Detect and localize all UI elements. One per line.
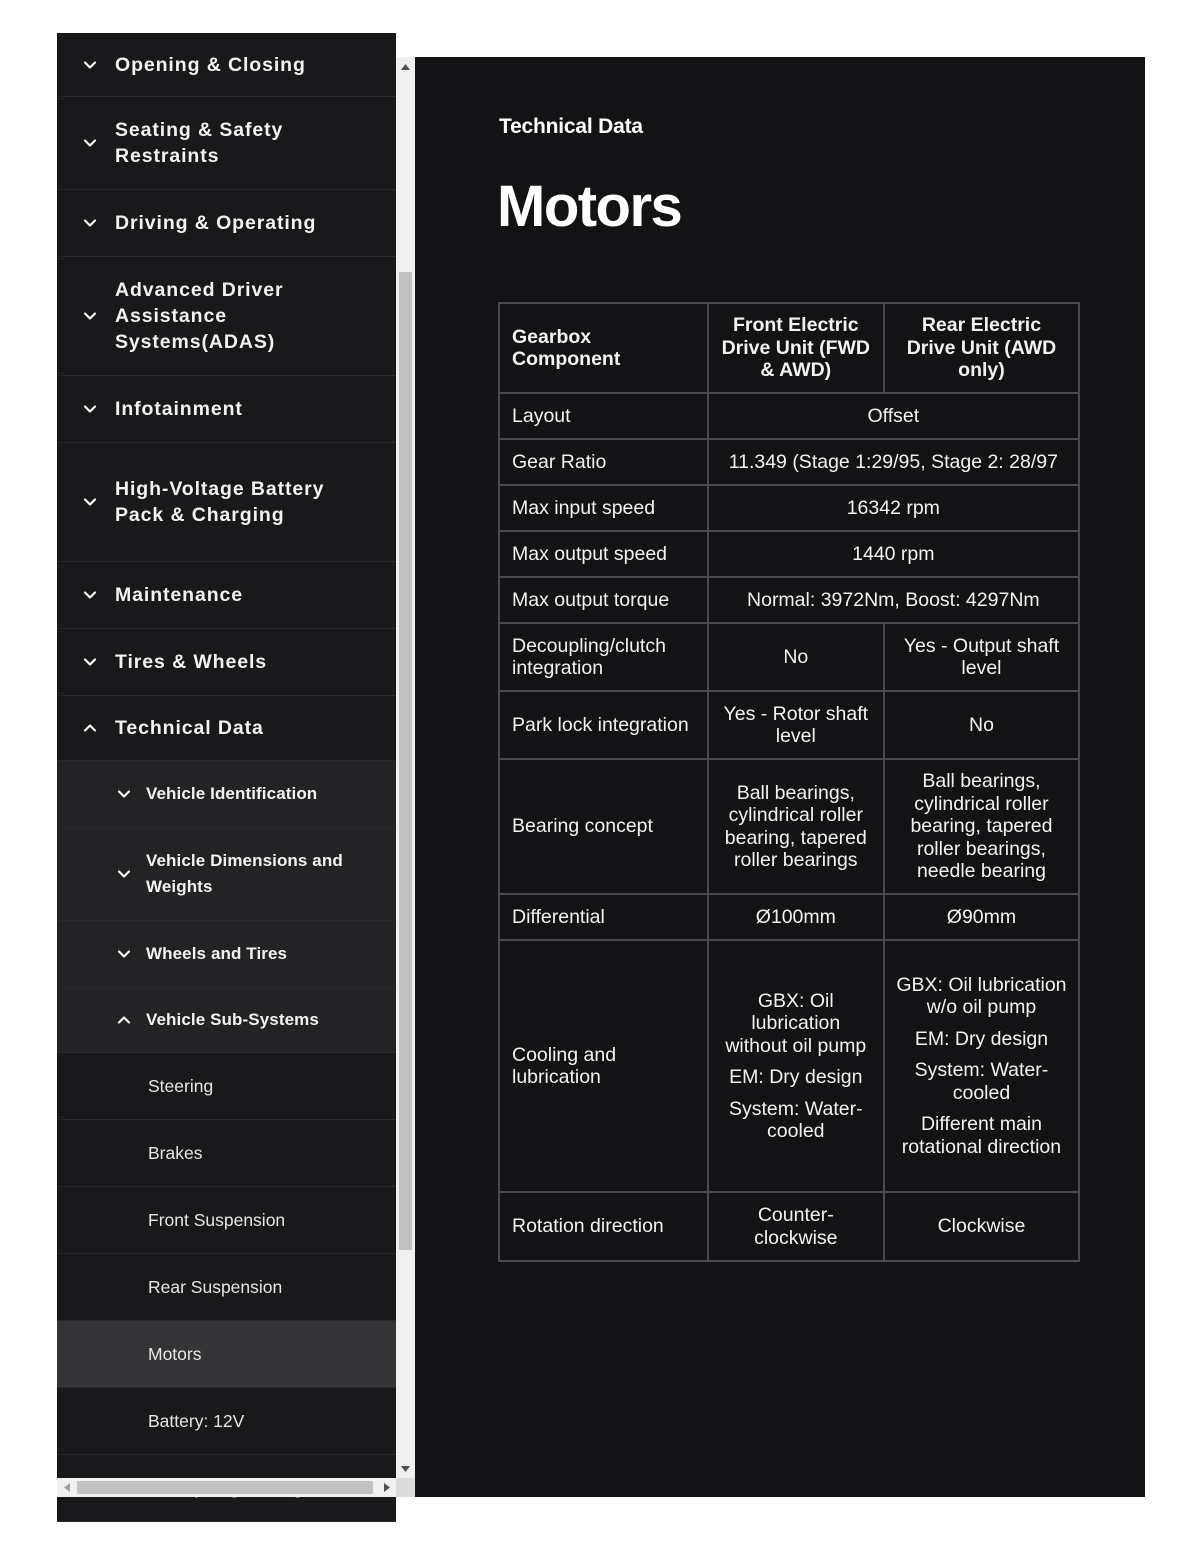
row-label: Rotation direction	[499, 1192, 708, 1261]
shared-value-cell: 11.349 (Stage 1:29/95, Stage 2: 28/97	[708, 439, 1079, 485]
rear-value-cell	[884, 759, 1079, 894]
horizontal-scroll-thumb[interactable]	[77, 1481, 373, 1494]
value-text: Ø90mm	[946, 905, 1017, 928]
sidebar-item-maintenance[interactable]	[57, 562, 396, 629]
row-label: Park lock integration	[499, 691, 708, 759]
row-label: Max output torque	[499, 577, 708, 623]
sidebar-item-steering[interactable]	[57, 1053, 396, 1120]
sidebar-item-label: Brakes	[148, 1143, 203, 1163]
chevron-up-icon	[117, 1013, 131, 1027]
column-header: Gearbox Component	[499, 303, 708, 393]
value-text: Ø100mm	[755, 905, 836, 928]
value-text: System: Water-cooled	[728, 1097, 863, 1142]
sidebar-vertical-scrollbar[interactable]	[396, 57, 415, 1478]
shared-value-cell: Normal: 3972Nm, Boost: 4297Nm	[708, 577, 1079, 623]
front-value-cell	[708, 940, 884, 1192]
scroll-left-arrow-icon[interactable]	[57, 1478, 76, 1497]
shared-value-cell: 16342 rpm	[708, 485, 1079, 531]
table-row	[499, 485, 1079, 531]
sidebar-item-rear-suspension[interactable]	[57, 1254, 396, 1321]
value-text: Ball bearings, cylindrical roller bearing, tapered roller bearings	[724, 781, 867, 871]
column-header: Rear Electric Drive Unit (AWD only)	[884, 303, 1079, 393]
table-row	[499, 393, 1079, 439]
sidebar-item-label: Driving & Operating	[115, 212, 317, 234]
chevron-down-icon	[83, 309, 97, 323]
sidebar-item-label: Tires & Wheels	[115, 651, 268, 673]
chevron-down-icon	[83, 216, 97, 230]
chevron-down-icon	[83, 58, 97, 72]
table-row	[499, 759, 1079, 894]
chevron-down-icon	[117, 787, 131, 801]
chevron-down-icon	[117, 947, 131, 961]
value-text: No	[783, 645, 809, 668]
sidebar-item-seating-safety-restraints[interactable]	[57, 97, 396, 190]
chevron-down-icon	[83, 495, 97, 509]
sidebar-item-label: Steering	[148, 1076, 214, 1096]
row-label: Cooling and lubrication	[499, 940, 708, 1192]
value-text: Counter-clockwise	[754, 1204, 838, 1249]
chevron-up-icon	[83, 721, 97, 735]
sidebar-item-label: Seating & Safety Restraints	[115, 119, 284, 167]
sidebar-item-vehicle-identification[interactable]	[57, 761, 396, 828]
table-header-row	[499, 303, 1079, 393]
front-value-cell	[708, 623, 884, 691]
value-text: System: Water-cooled	[914, 1059, 1049, 1104]
sidebar-item-label: Technical Data	[115, 717, 264, 739]
sidebar-item-label: Infotainment	[115, 398, 243, 420]
row-label: Decoupling/clutch integration	[499, 623, 708, 691]
sidebar-item-front-suspension[interactable]	[57, 1187, 396, 1254]
value-text: EM: Dry design	[914, 1027, 1049, 1050]
sidebar-item-label: Advanced Driver Assistance Systems(ADAS)	[115, 279, 284, 353]
sidebar-item-wheels-and-tires[interactable]	[57, 921, 396, 988]
row-label: Differential	[499, 894, 708, 940]
sidebar-item-label: Vehicle Sub-Systems	[146, 1010, 319, 1029]
sidebar-item-label: Wheels and Tires	[146, 944, 288, 963]
section-title: Technical Data	[499, 115, 643, 138]
sidebar-item-driving-operating[interactable]	[57, 190, 396, 257]
value-text: GBX: Oil lubrication w/o oil pump	[896, 973, 1067, 1019]
chevron-down-icon	[83, 655, 97, 669]
sidebar-item-label: High-Voltage Battery Pack & Charging	[115, 478, 325, 526]
table-row	[499, 894, 1079, 940]
sidebar-item-label: Vehicle Identification	[146, 784, 318, 803]
sidebar-item-technical-data[interactable]	[57, 696, 396, 761]
sidebar-item-label: Motors	[148, 1344, 202, 1364]
value-text: Clockwise	[937, 1215, 1026, 1238]
row-label: Bearing concept	[499, 759, 708, 894]
table-row	[499, 439, 1079, 485]
sidebar-item-label: Rear Suspension	[148, 1277, 283, 1297]
rear-value-cell	[884, 894, 1079, 940]
rear-value-cell	[884, 940, 1079, 1192]
row-label: Max output speed	[499, 531, 708, 577]
value-text: GBX: Oil lubrication without oil pump	[725, 989, 867, 1057]
scroll-up-arrow-icon[interactable]	[396, 57, 415, 76]
table-row	[499, 577, 1079, 623]
main-content	[415, 57, 1145, 1497]
chevron-down-icon	[117, 867, 131, 881]
scrollbar-corner	[396, 1478, 415, 1497]
chevron-down-icon	[83, 588, 97, 602]
value-text: Yes - Output shaft level	[903, 634, 1060, 679]
chevron-down-icon	[83, 136, 97, 150]
sidebar-item-tires-wheels[interactable]	[57, 629, 396, 696]
sidebar-item-label: Front Suspension	[148, 1210, 286, 1230]
scroll-right-arrow-icon[interactable]	[377, 1478, 396, 1497]
sidebar-list	[57, 33, 396, 1522]
rear-value-cell	[884, 691, 1079, 759]
front-value-cell	[708, 894, 884, 940]
sidebar-item-motors[interactable]	[57, 1321, 396, 1388]
sidebar-item-vehicle-dimensions-and-weights[interactable]	[57, 828, 396, 921]
column-header: Front Electric Drive Unit (FWD & AWD)	[708, 303, 884, 393]
rear-value-cell	[884, 623, 1079, 691]
sidebar-item-label: Vehicle Dimensions and Weights	[146, 851, 343, 896]
table-row	[499, 531, 1079, 577]
sidebar-horizontal-scrollbar[interactable]	[57, 1478, 396, 1497]
sidebar-item-label: Opening & Closing	[115, 53, 306, 76]
scroll-down-arrow-icon[interactable]	[396, 1459, 415, 1478]
rear-value-cell	[884, 1192, 1079, 1261]
row-label: Max input speed	[499, 485, 708, 531]
sidebar-nav	[57, 53, 396, 1478]
row-label: Layout	[499, 393, 708, 439]
row-label: Gear Ratio	[499, 439, 708, 485]
chevron-down-icon	[83, 402, 97, 416]
page-title: Motors	[497, 174, 682, 239]
sidebar-item-battery-12v[interactable]	[57, 1388, 396, 1455]
sidebar-item-label: Battery: 12V	[148, 1411, 245, 1431]
table-row	[499, 691, 1079, 759]
table-row	[499, 1192, 1079, 1261]
shared-value-cell: 1440 rpm	[708, 531, 1079, 577]
motors-spec-table	[498, 302, 1080, 1262]
vertical-scroll-thumb[interactable]	[399, 272, 412, 1250]
value-text: No	[968, 713, 994, 736]
sidebar-item-high-voltage-battery-pack-charging[interactable]	[57, 443, 396, 562]
shared-value-cell: Offset	[708, 393, 1079, 439]
value-text: Ball bearings, cylindrical roller bearing, tapered roller bearings, needle bearing	[910, 770, 1053, 883]
table-row	[499, 940, 1079, 1192]
app-frame	[57, 53, 1145, 1497]
value-text: Different main rotational direction	[901, 1113, 1062, 1158]
value-text: EM: Dry design	[729, 1066, 863, 1088]
table-row	[499, 623, 1079, 691]
sidebar-item-brakes[interactable]	[57, 1120, 396, 1187]
front-value-cell	[708, 759, 884, 894]
sidebar-item-label: Maintenance	[115, 584, 244, 606]
sidebar-item-vehicle-sub-systems[interactable]	[57, 988, 396, 1053]
value-text: Yes - Rotor shaft level	[723, 702, 869, 747]
sidebar-item-opening-closing[interactable]	[57, 33, 396, 97]
sidebar-item-infotainment[interactable]	[57, 376, 396, 443]
front-value-cell	[708, 691, 884, 759]
sidebar-item-advanced-driver-assistance-systems-adas[interactable]	[57, 257, 396, 376]
front-value-cell	[708, 1192, 884, 1261]
